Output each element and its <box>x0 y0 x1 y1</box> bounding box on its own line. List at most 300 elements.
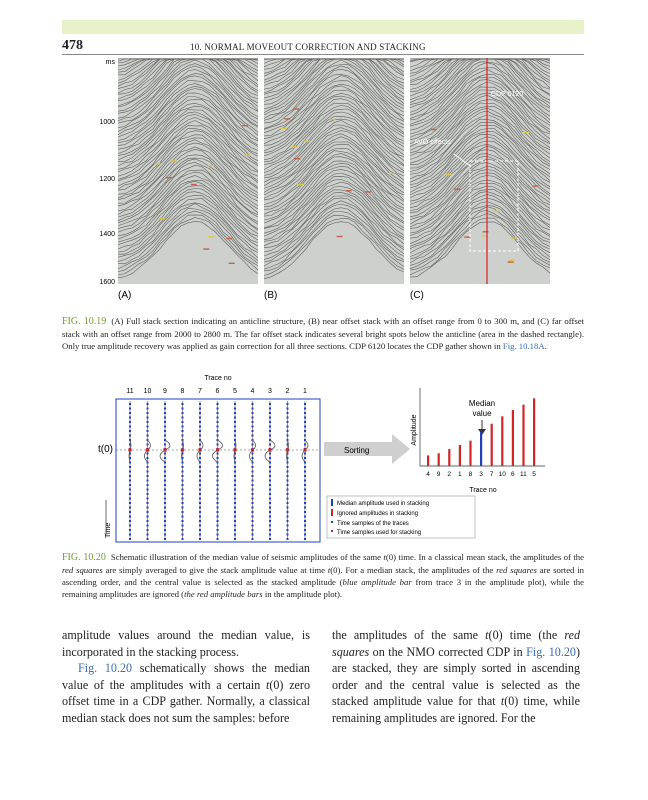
median-label: Median <box>468 399 496 408</box>
time-sample <box>287 529 289 531</box>
time-sample <box>217 507 219 509</box>
time-sample <box>304 538 306 540</box>
sorting-label: Sorting <box>344 446 370 455</box>
trace-number: 1 <box>303 388 307 395</box>
seismic-panel-c <box>410 58 550 284</box>
time-sample <box>269 412 271 414</box>
time-sample <box>164 417 166 419</box>
bright-spot <box>242 125 248 126</box>
body-text: red squares <box>332 628 581 659</box>
time-sample <box>304 417 306 419</box>
time-sample <box>199 466 201 468</box>
time-sample <box>129 466 131 468</box>
bright-spot <box>159 218 165 219</box>
time-sample <box>147 430 149 432</box>
trace-number: 3 <box>268 388 272 395</box>
time-sample <box>182 412 184 414</box>
time-sample <box>182 408 184 410</box>
time-sample <box>217 525 219 527</box>
sorted-trace-number: 5 <box>532 471 536 478</box>
body-text: t <box>265 677 270 692</box>
time-sample <box>182 489 184 491</box>
time-sample <box>287 426 289 428</box>
body-text: schematically shows the median value of the amplitudes with a certain <box>62 661 310 692</box>
time-sample <box>304 507 306 509</box>
time-sample <box>304 489 306 491</box>
caption-part: (0). For a median stack, the amplitudes of the <box>330 565 497 575</box>
bright-spot <box>166 177 172 178</box>
time-sample <box>252 502 254 504</box>
time-sample <box>182 484 184 486</box>
time-sample <box>182 466 184 468</box>
time-sample <box>287 430 289 432</box>
time-sample <box>217 489 219 491</box>
bright-spot <box>446 174 452 175</box>
caption-part: the red amplitude bars <box>184 589 263 599</box>
time-sample <box>182 538 184 540</box>
time-sample <box>252 417 254 419</box>
bright-spot <box>509 260 515 261</box>
time-sample <box>304 493 306 495</box>
time-sample <box>199 493 201 495</box>
trace-number: 9 <box>163 388 167 395</box>
time-sample <box>269 484 271 486</box>
time-sample <box>287 466 289 468</box>
time-sample <box>199 520 201 522</box>
bright-spot <box>203 248 209 249</box>
bright-spot <box>330 119 336 120</box>
time-sample <box>129 417 131 419</box>
amplitude-bar <box>480 432 482 466</box>
seismic-panel-a <box>118 58 258 284</box>
time-sample <box>182 520 184 522</box>
time-sample <box>287 534 289 536</box>
time-sample <box>234 466 236 468</box>
time-sample <box>234 529 236 531</box>
time-sample <box>287 475 289 477</box>
time-sample <box>304 502 306 504</box>
time-sample <box>269 511 271 513</box>
time-sample <box>269 444 271 446</box>
time-sample <box>304 426 306 428</box>
time-sample <box>182 417 184 419</box>
sorted-trace-number: 3 <box>479 471 483 478</box>
time-sample <box>217 444 219 446</box>
time-sample <box>164 471 166 473</box>
trace-number: 7 <box>198 388 202 395</box>
time-sample <box>147 421 149 423</box>
time-sample <box>182 421 184 423</box>
trace-no-title: Trace no <box>204 375 232 382</box>
bright-spot <box>191 184 197 185</box>
time-sample <box>252 408 254 410</box>
time-sample <box>304 516 306 518</box>
time-sample <box>287 538 289 540</box>
time-sample <box>234 493 236 495</box>
time-sample <box>217 520 219 522</box>
amplitude-bar <box>491 424 493 466</box>
figure-ref-link[interactable]: Fig. 10.18A <box>502 341 545 351</box>
time-sample <box>129 480 131 482</box>
time-sample <box>252 534 254 536</box>
time-sample <box>287 471 289 473</box>
caption-text: (A) Full stack section indicating an anticline structure, (B) near offset stack with an offset range from 0 to 300 m, and (C) far offset stack with an offset range from 2000 to 2800 m. The far offset stack indicates several bright spots below the anticline (area in the dashed rectangle). Only true amplitude recovery was applied as gain correction for all three sections. CDP 6120 locates the CDP gather shown in <box>62 316 584 351</box>
amplitude-bar <box>512 410 514 466</box>
time-sample <box>199 480 201 482</box>
amplitude-bar <box>469 441 471 466</box>
caption-part: in the amplitude plot). <box>262 589 343 599</box>
bright-spot <box>292 146 298 147</box>
time-sample <box>287 403 289 405</box>
time-sample <box>269 475 271 477</box>
caption-part: red squares <box>496 565 537 575</box>
time-sample <box>252 453 254 455</box>
time-sample <box>182 435 184 437</box>
body-text: t <box>485 628 489 642</box>
panel-label: (B) <box>264 290 278 301</box>
time-sample <box>182 475 184 477</box>
legend-item: Time samples used for stacking <box>337 530 422 536</box>
time-sample <box>164 426 166 428</box>
time-sample <box>217 534 219 536</box>
time-sample <box>147 525 149 527</box>
time-sample <box>217 457 219 459</box>
time-sample <box>129 507 131 509</box>
time-sample <box>147 534 149 536</box>
amplitude-bar <box>459 445 461 466</box>
time-sample <box>164 507 166 509</box>
bright-spot <box>155 163 161 164</box>
sorted-trace-number: 2 <box>447 471 452 478</box>
time-sample <box>234 498 236 500</box>
time-sample <box>182 498 184 500</box>
time-sample <box>217 471 219 473</box>
time-sample <box>287 516 289 518</box>
time-sample <box>199 516 201 518</box>
time-sample <box>164 502 166 504</box>
time-sample <box>217 421 219 423</box>
time-sample <box>304 466 306 468</box>
time-sample <box>199 498 201 500</box>
caption-label: FIG. 10.20 <box>62 552 106 563</box>
time-sample <box>164 511 166 513</box>
amplitude-bar <box>522 405 524 466</box>
time-sample <box>287 489 289 491</box>
time-sample <box>147 457 149 459</box>
amplitude-bar <box>427 455 429 466</box>
ytick-label: 1000 <box>99 119 115 126</box>
sorted-trace-number: 10 <box>498 471 506 478</box>
ytick-label: 1400 <box>99 231 115 238</box>
time-sample <box>252 475 254 477</box>
body-text: on the NMO corrected CDP in <box>369 644 527 659</box>
time-sample <box>287 507 289 509</box>
time-sample <box>147 471 149 473</box>
time-sample <box>199 444 201 446</box>
time-sample <box>234 421 236 423</box>
time-sample <box>129 471 131 473</box>
time-sample <box>147 498 149 500</box>
time-sample <box>164 475 166 477</box>
time-sample <box>252 529 254 531</box>
time-sample <box>217 498 219 500</box>
time-sample <box>269 480 271 482</box>
time-sample <box>287 520 289 522</box>
amplitude-bar <box>533 398 535 466</box>
time-sample <box>199 534 201 536</box>
time-sample <box>217 516 219 518</box>
time-sample <box>147 538 149 540</box>
amplitude-bar <box>501 416 503 466</box>
time-sample <box>199 489 201 491</box>
time-sample <box>129 516 131 518</box>
figure-10-19-caption <box>62 315 584 352</box>
time-sample <box>147 516 149 518</box>
time-sample <box>217 493 219 495</box>
figure-ref-link[interactable]: Fig. 10.20 <box>78 661 133 676</box>
time-sample <box>217 426 219 428</box>
time-sample <box>304 511 306 513</box>
time-sample <box>304 480 306 482</box>
time-sample <box>217 480 219 482</box>
time-sample <box>234 520 236 522</box>
time-sample <box>304 529 306 531</box>
time-sample <box>217 529 219 531</box>
time-sample <box>164 525 166 527</box>
avo-label: AVO effects <box>414 139 451 146</box>
bright-spot <box>208 236 214 237</box>
time-sample <box>129 493 131 495</box>
sorted-trace-number: 7 <box>489 471 494 478</box>
time-sample <box>252 516 254 518</box>
time-sample <box>269 502 271 504</box>
time-sample <box>147 403 149 405</box>
time-sample <box>252 480 254 482</box>
sorted-trace-number: 11 <box>520 471 527 478</box>
time-sample <box>199 430 201 432</box>
time-sample <box>217 430 219 432</box>
time-sample <box>252 498 254 500</box>
body-column-left <box>62 627 310 727</box>
caption-part: (0) time. In a classical mean stack, the amplitudes of the <box>385 552 584 562</box>
trace-number: 2 <box>285 388 290 395</box>
time-sample <box>147 435 149 437</box>
time-sample <box>304 457 306 459</box>
time-sample <box>164 453 166 455</box>
time-sample <box>147 466 149 468</box>
amplitude-bar <box>448 449 450 466</box>
time-sample <box>129 511 131 513</box>
time-sample <box>129 502 131 504</box>
caption-part: Schematic illustration of the median value of seismic amplitudes of the same <box>110 552 384 562</box>
median-label: value <box>472 409 492 418</box>
time-sample <box>164 430 166 432</box>
trace-number: 6 <box>215 388 220 395</box>
time-sample <box>269 489 271 491</box>
time-sample <box>287 412 289 414</box>
time-sample <box>234 538 236 540</box>
time-sample <box>304 421 306 423</box>
time-sample <box>234 408 236 410</box>
panel-label: (A) <box>118 290 132 301</box>
time-sample <box>199 426 201 428</box>
time-sample <box>199 408 201 410</box>
time-sample <box>217 466 219 468</box>
figure-ref-link[interactable]: Fig. 10.20 <box>526 644 576 659</box>
bright-spot <box>293 108 299 109</box>
time-sample <box>182 529 184 531</box>
time-sample <box>234 511 236 513</box>
bright-spot <box>389 173 395 174</box>
time-sample <box>164 457 166 459</box>
time-sample <box>234 525 236 527</box>
time-sample <box>234 534 236 536</box>
time-sample <box>217 484 219 486</box>
bright-spot <box>171 160 177 161</box>
time-sample <box>129 435 131 437</box>
bright-spot <box>295 158 301 159</box>
trace-number: 4 <box>250 388 255 395</box>
caption-part: red squares <box>62 565 103 575</box>
bright-spot <box>297 184 303 185</box>
yaxis-unit: ms <box>105 59 115 66</box>
time-sample <box>199 412 201 414</box>
time-sample <box>269 516 271 518</box>
time-sample <box>199 538 201 540</box>
time-sample <box>182 502 184 504</box>
time-sample <box>164 412 166 414</box>
bright-spot <box>208 165 214 166</box>
time-sample <box>252 507 254 509</box>
time-sample <box>199 475 201 477</box>
bright-spot <box>523 132 529 133</box>
time-sample <box>252 426 254 428</box>
time-sample <box>199 403 201 405</box>
time-sample <box>199 511 201 513</box>
time-sample <box>147 475 149 477</box>
time-sample <box>182 516 184 518</box>
body-text: ) are stacked, they are simply sorted in ascending order and the central value is selected as the stacked amplitude value for that <box>332 644 580 709</box>
time-sample <box>164 421 166 423</box>
time-sample <box>252 493 254 495</box>
time-sample <box>269 471 271 473</box>
bright-spot <box>284 118 290 119</box>
time-sample <box>129 484 131 486</box>
time-sample <box>182 493 184 495</box>
time-sample <box>217 417 219 419</box>
time-sample <box>252 403 254 405</box>
page-number: 478 <box>62 38 83 53</box>
time-sample <box>234 403 236 405</box>
time-sample <box>182 430 184 432</box>
time-sample <box>234 507 236 509</box>
time-sample <box>304 430 306 432</box>
bright-spot <box>281 128 287 129</box>
time-sample <box>217 538 219 540</box>
time-sample <box>217 403 219 405</box>
time-sample <box>304 408 306 410</box>
time-sample <box>164 529 166 531</box>
time-sample <box>129 430 131 432</box>
time-sample <box>269 430 271 432</box>
time-sample <box>252 471 254 473</box>
time-sample <box>304 453 306 455</box>
seismic-panel-b <box>264 58 404 284</box>
time-sample <box>147 417 149 419</box>
time-sample <box>234 475 236 477</box>
time-sample <box>129 412 131 414</box>
time-sample <box>164 520 166 522</box>
time-sample <box>252 484 254 486</box>
figure-10-20 <box>62 370 584 546</box>
header-rule <box>62 54 584 55</box>
time-sample <box>217 453 219 455</box>
time-sample <box>234 502 236 504</box>
time-sample <box>164 498 166 500</box>
body-text: t <box>500 694 505 709</box>
time-sample <box>199 525 201 527</box>
time-sample <box>164 489 166 491</box>
time-sample <box>164 484 166 486</box>
time-sample <box>147 484 149 486</box>
time-sample <box>234 435 236 437</box>
time-sample <box>129 408 131 410</box>
time-sample <box>269 426 271 428</box>
time-sample <box>164 480 166 482</box>
figure-10-19 <box>62 56 584 306</box>
time-sample <box>164 408 166 410</box>
legend-red-dot <box>331 530 333 532</box>
time-sample <box>269 453 271 455</box>
time-sample <box>287 408 289 410</box>
bright-spot <box>464 236 470 237</box>
time-sample <box>269 534 271 536</box>
time-sample <box>182 480 184 482</box>
time-sample <box>199 529 201 531</box>
time-sample <box>129 489 131 491</box>
time-sample <box>147 502 149 504</box>
time-sample <box>217 511 219 513</box>
time-sample <box>199 484 201 486</box>
amplitude-label: Amplitude <box>411 414 418 446</box>
time-sample <box>234 484 236 486</box>
time-sample <box>199 421 201 423</box>
legend <box>327 496 475 538</box>
panel-label: (C) <box>410 290 424 301</box>
time-sample <box>147 480 149 482</box>
time-sample <box>269 421 271 423</box>
time-sample <box>252 520 254 522</box>
time-sample <box>147 408 149 410</box>
time-sample <box>199 453 201 455</box>
caption-part: from trace 3 in the amplitude plot), while the remaining amplitudes are ignored ( <box>62 577 584 599</box>
time-sample <box>147 426 149 428</box>
bright-spot <box>346 190 352 191</box>
time-sample <box>147 529 149 531</box>
time-sample <box>304 412 306 414</box>
sorted-trace-number: 4 <box>426 471 430 478</box>
time-sample <box>269 493 271 495</box>
trace-number: 10 <box>143 388 152 395</box>
time-sample <box>147 511 149 513</box>
time-sample <box>287 417 289 419</box>
time-sample <box>164 435 166 437</box>
header-bar <box>62 20 584 34</box>
time-sample <box>129 529 131 531</box>
time-sample <box>304 475 306 477</box>
time-sample <box>252 457 254 459</box>
caption-part: are simply averaged to give the stack amplitude value at time <box>102 565 328 575</box>
